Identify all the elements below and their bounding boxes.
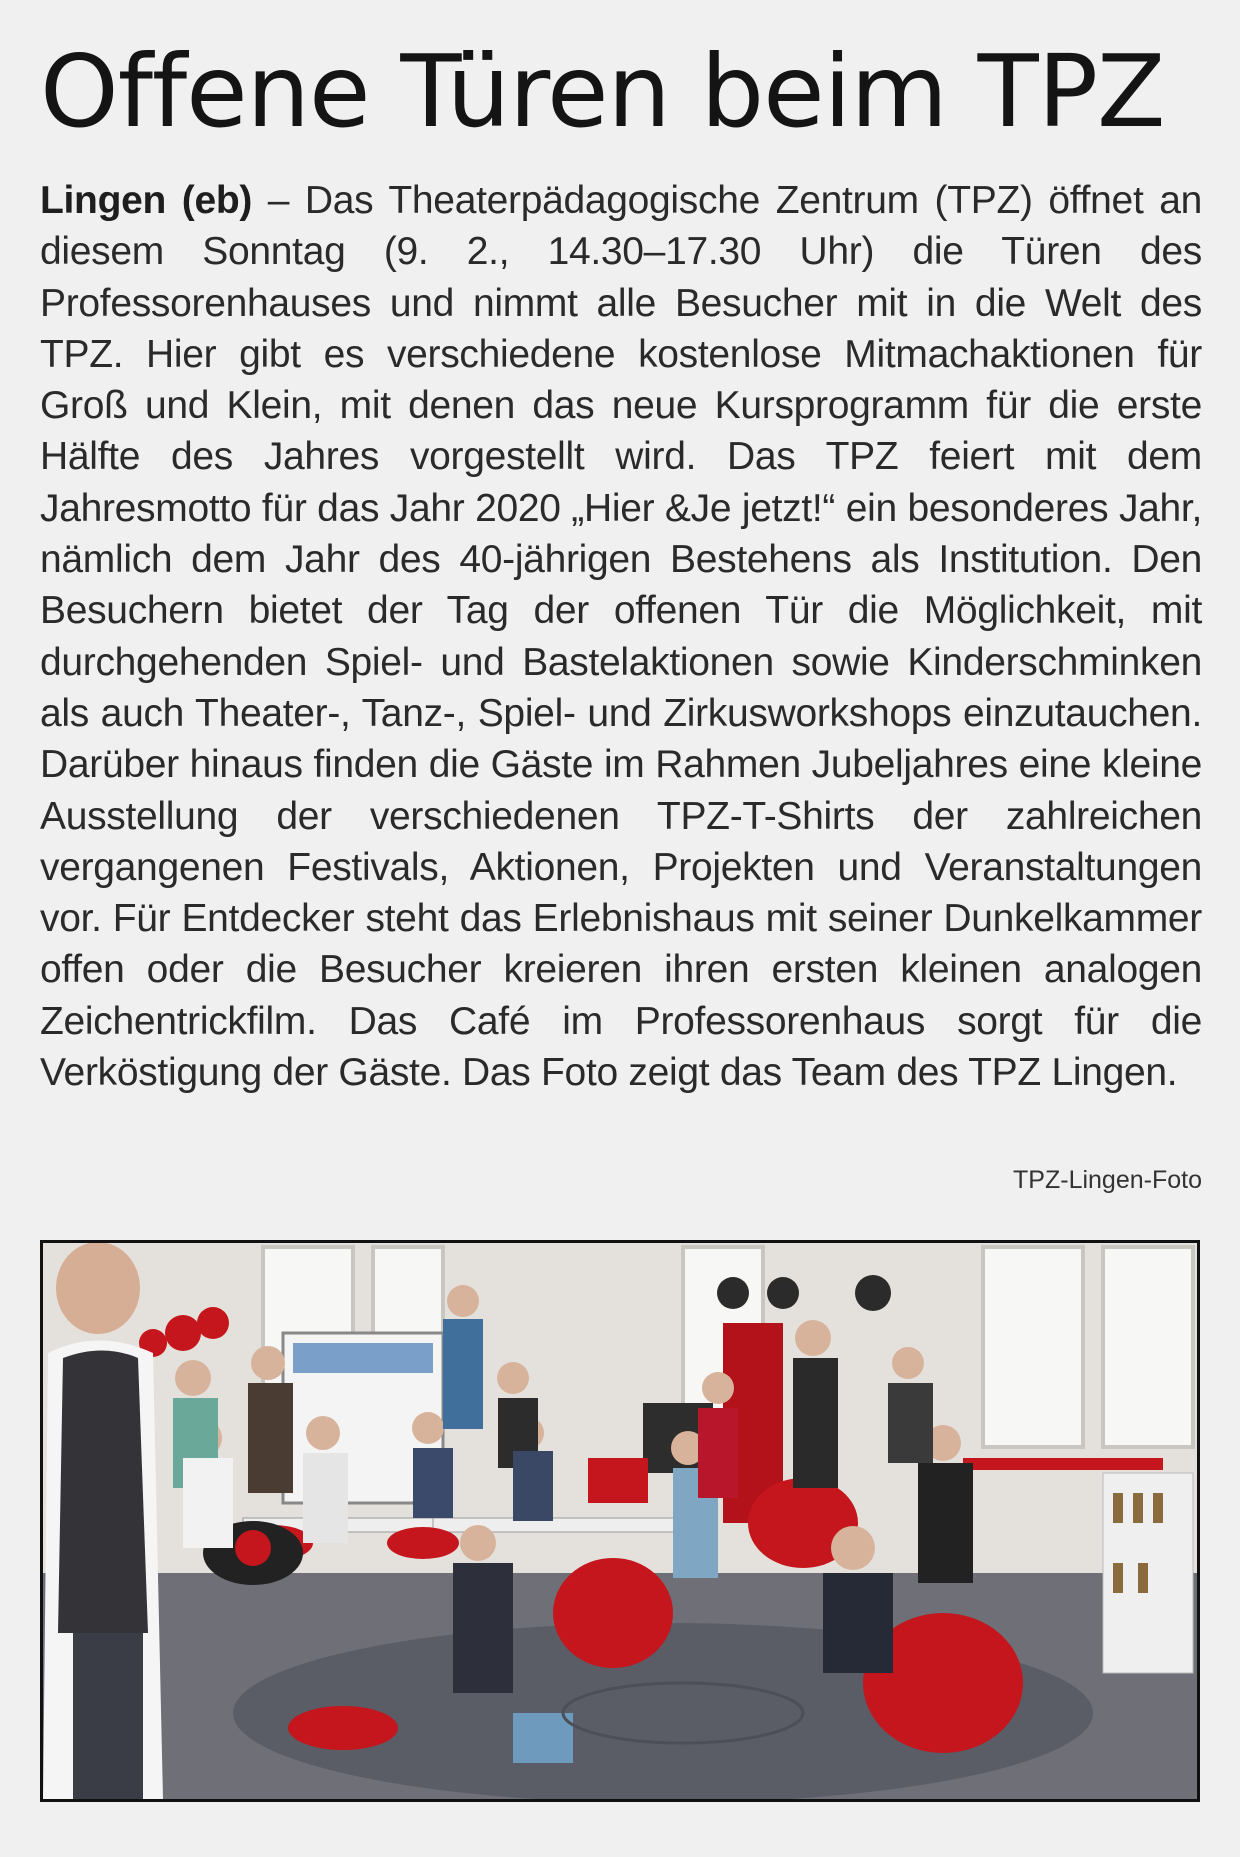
headline: Offene Türen beim TPZ (40, 33, 1165, 150)
article-body (40, 175, 1202, 1098)
team-photo-illustration (43, 1243, 1197, 1799)
team-photo (40, 1240, 1200, 1802)
photo-credit: TPZ-Lingen-Foto (1013, 1166, 1202, 1194)
dateline: Lingen (eb) (40, 179, 253, 222)
article-body-text: – Das Theaterpädagogische Zentrum (TPZ) öffnet an diesem Sonntag (9. 2., 14.30–17.30 Uhr) die Türen des Professorenhauses und nimmt alle Besucher mit in die Welt des TPZ. Hier gibt es verschiedene kostenlose Mitmachaktionen für Groß und Klein, mit denen das neue Kursprogramm für die erste Hälfte des Jahres vorgestellt wird. Das TPZ feiert mit dem Jahresmotto für das Jahr 2020 „Hier &Je jetzt!“ ein besonderes Jahr, nämlich dem Jahr des 40-jährigen Bestehens als Institution. Den Besuchern bietet der Tag der offenen Tür die Möglichkeit, mit durchgehenden Spiel- und Bastelaktionen sowie Kinderschminken als auch Theater-, Tanz-, Spiel- und Zirkusworkshops einzutauchen. Darüber hinaus finden die Gäste im Rahmen Jubeljahres eine kleine Ausstellung der verschiedenen TPZ-T-Shirts der zahlreichen vergangenen Festivals, Aktionen, Projekten und Veranstaltungen vor. Für Entdecker steht das Erlebnishaus mit seiner Dunkelkammer offen oder die Besucher kreieren ihren ersten kleinen analogen Zeichentrickfilm. Das Café im Professorenhaus sorgt für die Verköstigung der Gäste. Das Foto zeigt das Team des TPZ Lingen. (40, 179, 1202, 1095)
